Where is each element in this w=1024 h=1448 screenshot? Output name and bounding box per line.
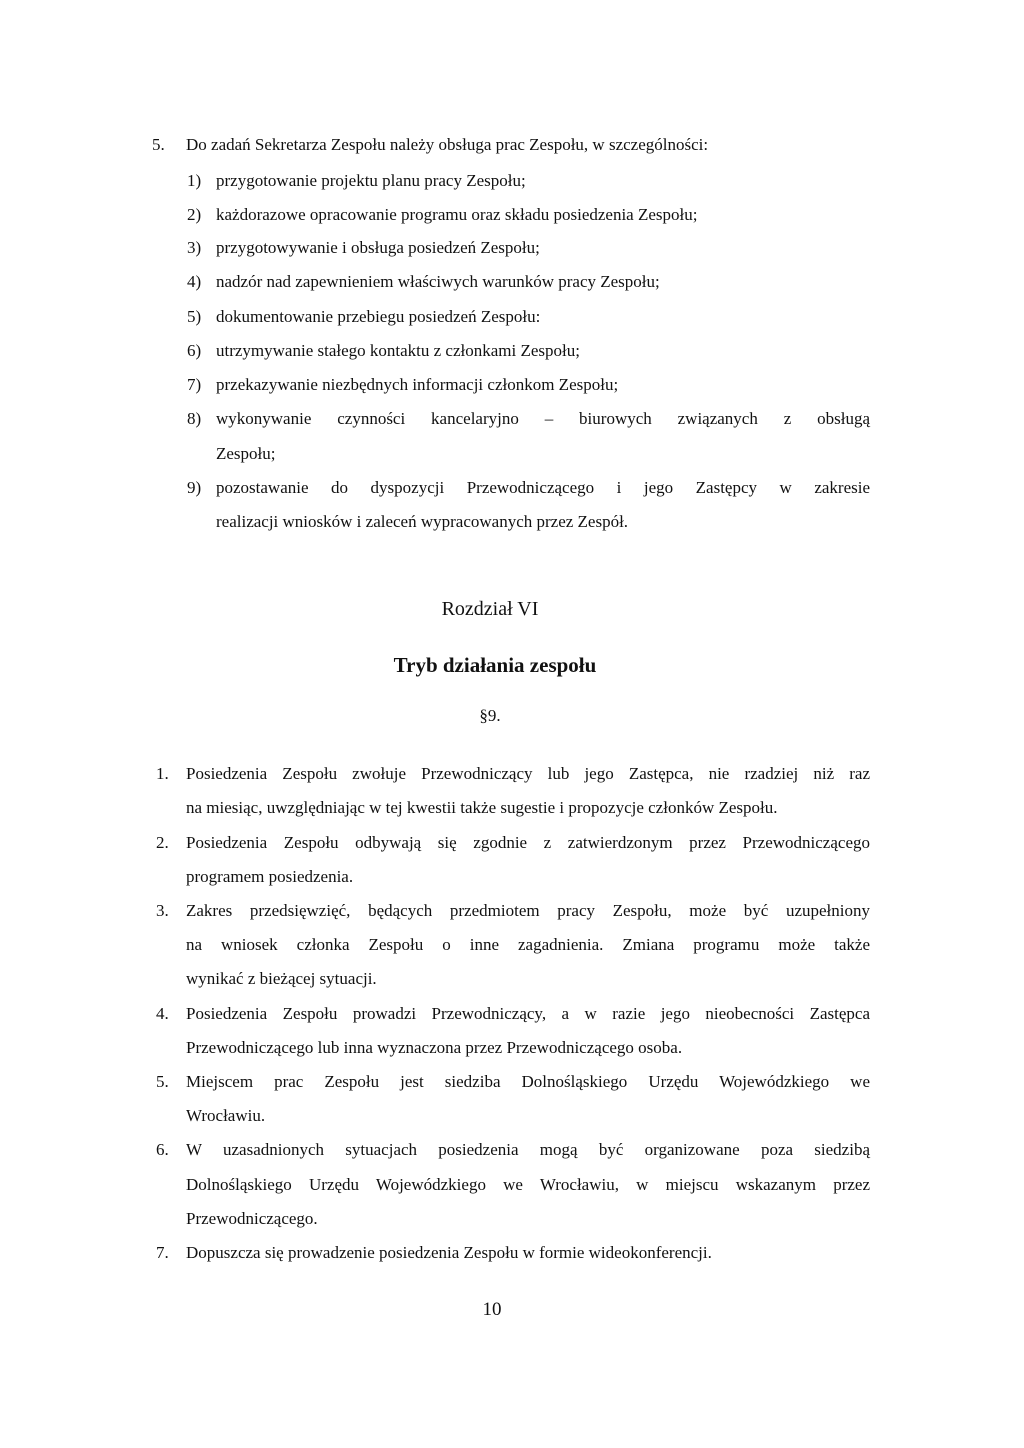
list-item-text: przygotowanie projektu planu pracy Zespołu; bbox=[216, 171, 526, 190]
section-intro: Do zadań Sekretarza Zespołu należy obsługa prac Zespołu, w szczególności: bbox=[186, 135, 709, 154]
list-item-text-justified: pozostawanie do dyspozycji Przewodniczącego i jego Zastępcy w zakresie bbox=[216, 478, 870, 497]
list-item-number: 6) bbox=[187, 341, 202, 360]
point-text-continuation: Przewodniczącego. bbox=[186, 1209, 318, 1228]
point-number: 5. bbox=[156, 1072, 169, 1091]
point-text-continuation: Przewodniczącego lub inna wyznaczona przez Przewodniczącego osoba. bbox=[186, 1038, 683, 1057]
point-text-justified: Posiedzenia Zespołu odbywają się zgodnie z zatwierdzonym przez Przewodniczącego bbox=[186, 833, 870, 852]
list-item-text-justified: wykonywanie czynności kancelaryjno – biurowych związanych z obsługą bbox=[216, 409, 870, 428]
list-item-text: przygotowywanie i obsługa posiedzeń Zespołu; bbox=[216, 238, 540, 257]
paragraph-sign: §9. bbox=[479, 706, 501, 725]
chapter-title: Tryb działania zespołu bbox=[393, 653, 597, 677]
point-number: 2. bbox=[156, 833, 169, 852]
list-item-text: przekazywanie niezbędnych informacji członkom Zespołu; bbox=[216, 375, 619, 394]
point-text-justified: Posiedzenia Zespołu prowadzi Przewodniczący, a w razie jego nieobecności Zastępca bbox=[186, 1004, 870, 1023]
point-text-continuation: Wrocławiu. bbox=[186, 1106, 266, 1125]
point-number: 6. bbox=[156, 1140, 169, 1159]
point-text-justified: Posiedzenia Zespołu zwołuje Przewodniczący lub jego Zastępca, nie rzadziej niż raz bbox=[186, 764, 870, 783]
point-text-continuation: na miesiąc, uwzględniając w tej kwestii także sugestie i propozycje członków Zespołu. bbox=[186, 798, 778, 817]
list-item-text-continuation: realizacji wniosków i zaleceń wypracowanych przez Zespół. bbox=[216, 512, 629, 531]
point-number: 1. bbox=[156, 764, 169, 783]
point-text: Dopuszcza się prowadzenie posiedzenia Zespołu w formie wideokonferencji. bbox=[186, 1243, 712, 1262]
page-number: 10 bbox=[482, 1299, 502, 1320]
point-text-justified: Zakres przedsięwzięć, będących przedmiotem pracy Zespołu, może być uzupełniony bbox=[186, 901, 870, 920]
list-item-number: 4) bbox=[187, 272, 202, 291]
point-number: 4. bbox=[156, 1004, 169, 1023]
point-text-justified: na wniosek członka Zespołu o inne zagadnienia. Zmiana programu może także bbox=[186, 935, 870, 954]
point-text-continuation: wynikać z bieżącej sytuacji. bbox=[186, 969, 377, 988]
list-item-text: każdorazowe opracowanie programu oraz składu posiedzenia Zespołu; bbox=[216, 205, 698, 224]
list-item-number: 8) bbox=[187, 409, 202, 428]
list-item-number: 7) bbox=[187, 375, 202, 394]
list-item-number: 1) bbox=[187, 171, 202, 190]
point-text-justified: Miejscem prac Zespołu jest siedziba Dolnośląskiego Urzędu Wojewódzkiego we bbox=[186, 1072, 870, 1091]
list-item-number: 5) bbox=[187, 307, 202, 326]
list-item-number: 3) bbox=[187, 238, 202, 257]
list-item-text: utrzymywanie stałego kontaktu z członkami Zespołu; bbox=[216, 341, 580, 360]
section-number: 5. bbox=[152, 135, 165, 154]
point-text-justified: W uzasadnionych sytuacjach posiedzenia mogą być organizowane poza siedzibą bbox=[186, 1140, 870, 1159]
chapter-label: Rozdział VI bbox=[441, 598, 539, 620]
list-item-number: 9) bbox=[187, 478, 202, 497]
point-text-justified: Dolnośląskiego Urzędu Wojewódzkiego we Wrocławiu, w miejscu wskazanym przez bbox=[186, 1175, 870, 1194]
list-item-text: dokumentowanie przebiegu posiedzeń Zespołu: bbox=[216, 307, 541, 326]
list-item-text: nadzór nad zapewnieniem właściwych warunków pracy Zespołu; bbox=[216, 272, 660, 291]
list-item-number: 2) bbox=[187, 205, 202, 224]
list-item-text-continuation: Zespołu; bbox=[216, 444, 276, 463]
point-number: 3. bbox=[156, 901, 169, 920]
point-text-continuation: programem posiedzenia. bbox=[186, 867, 354, 886]
point-number: 7. bbox=[156, 1243, 169, 1262]
